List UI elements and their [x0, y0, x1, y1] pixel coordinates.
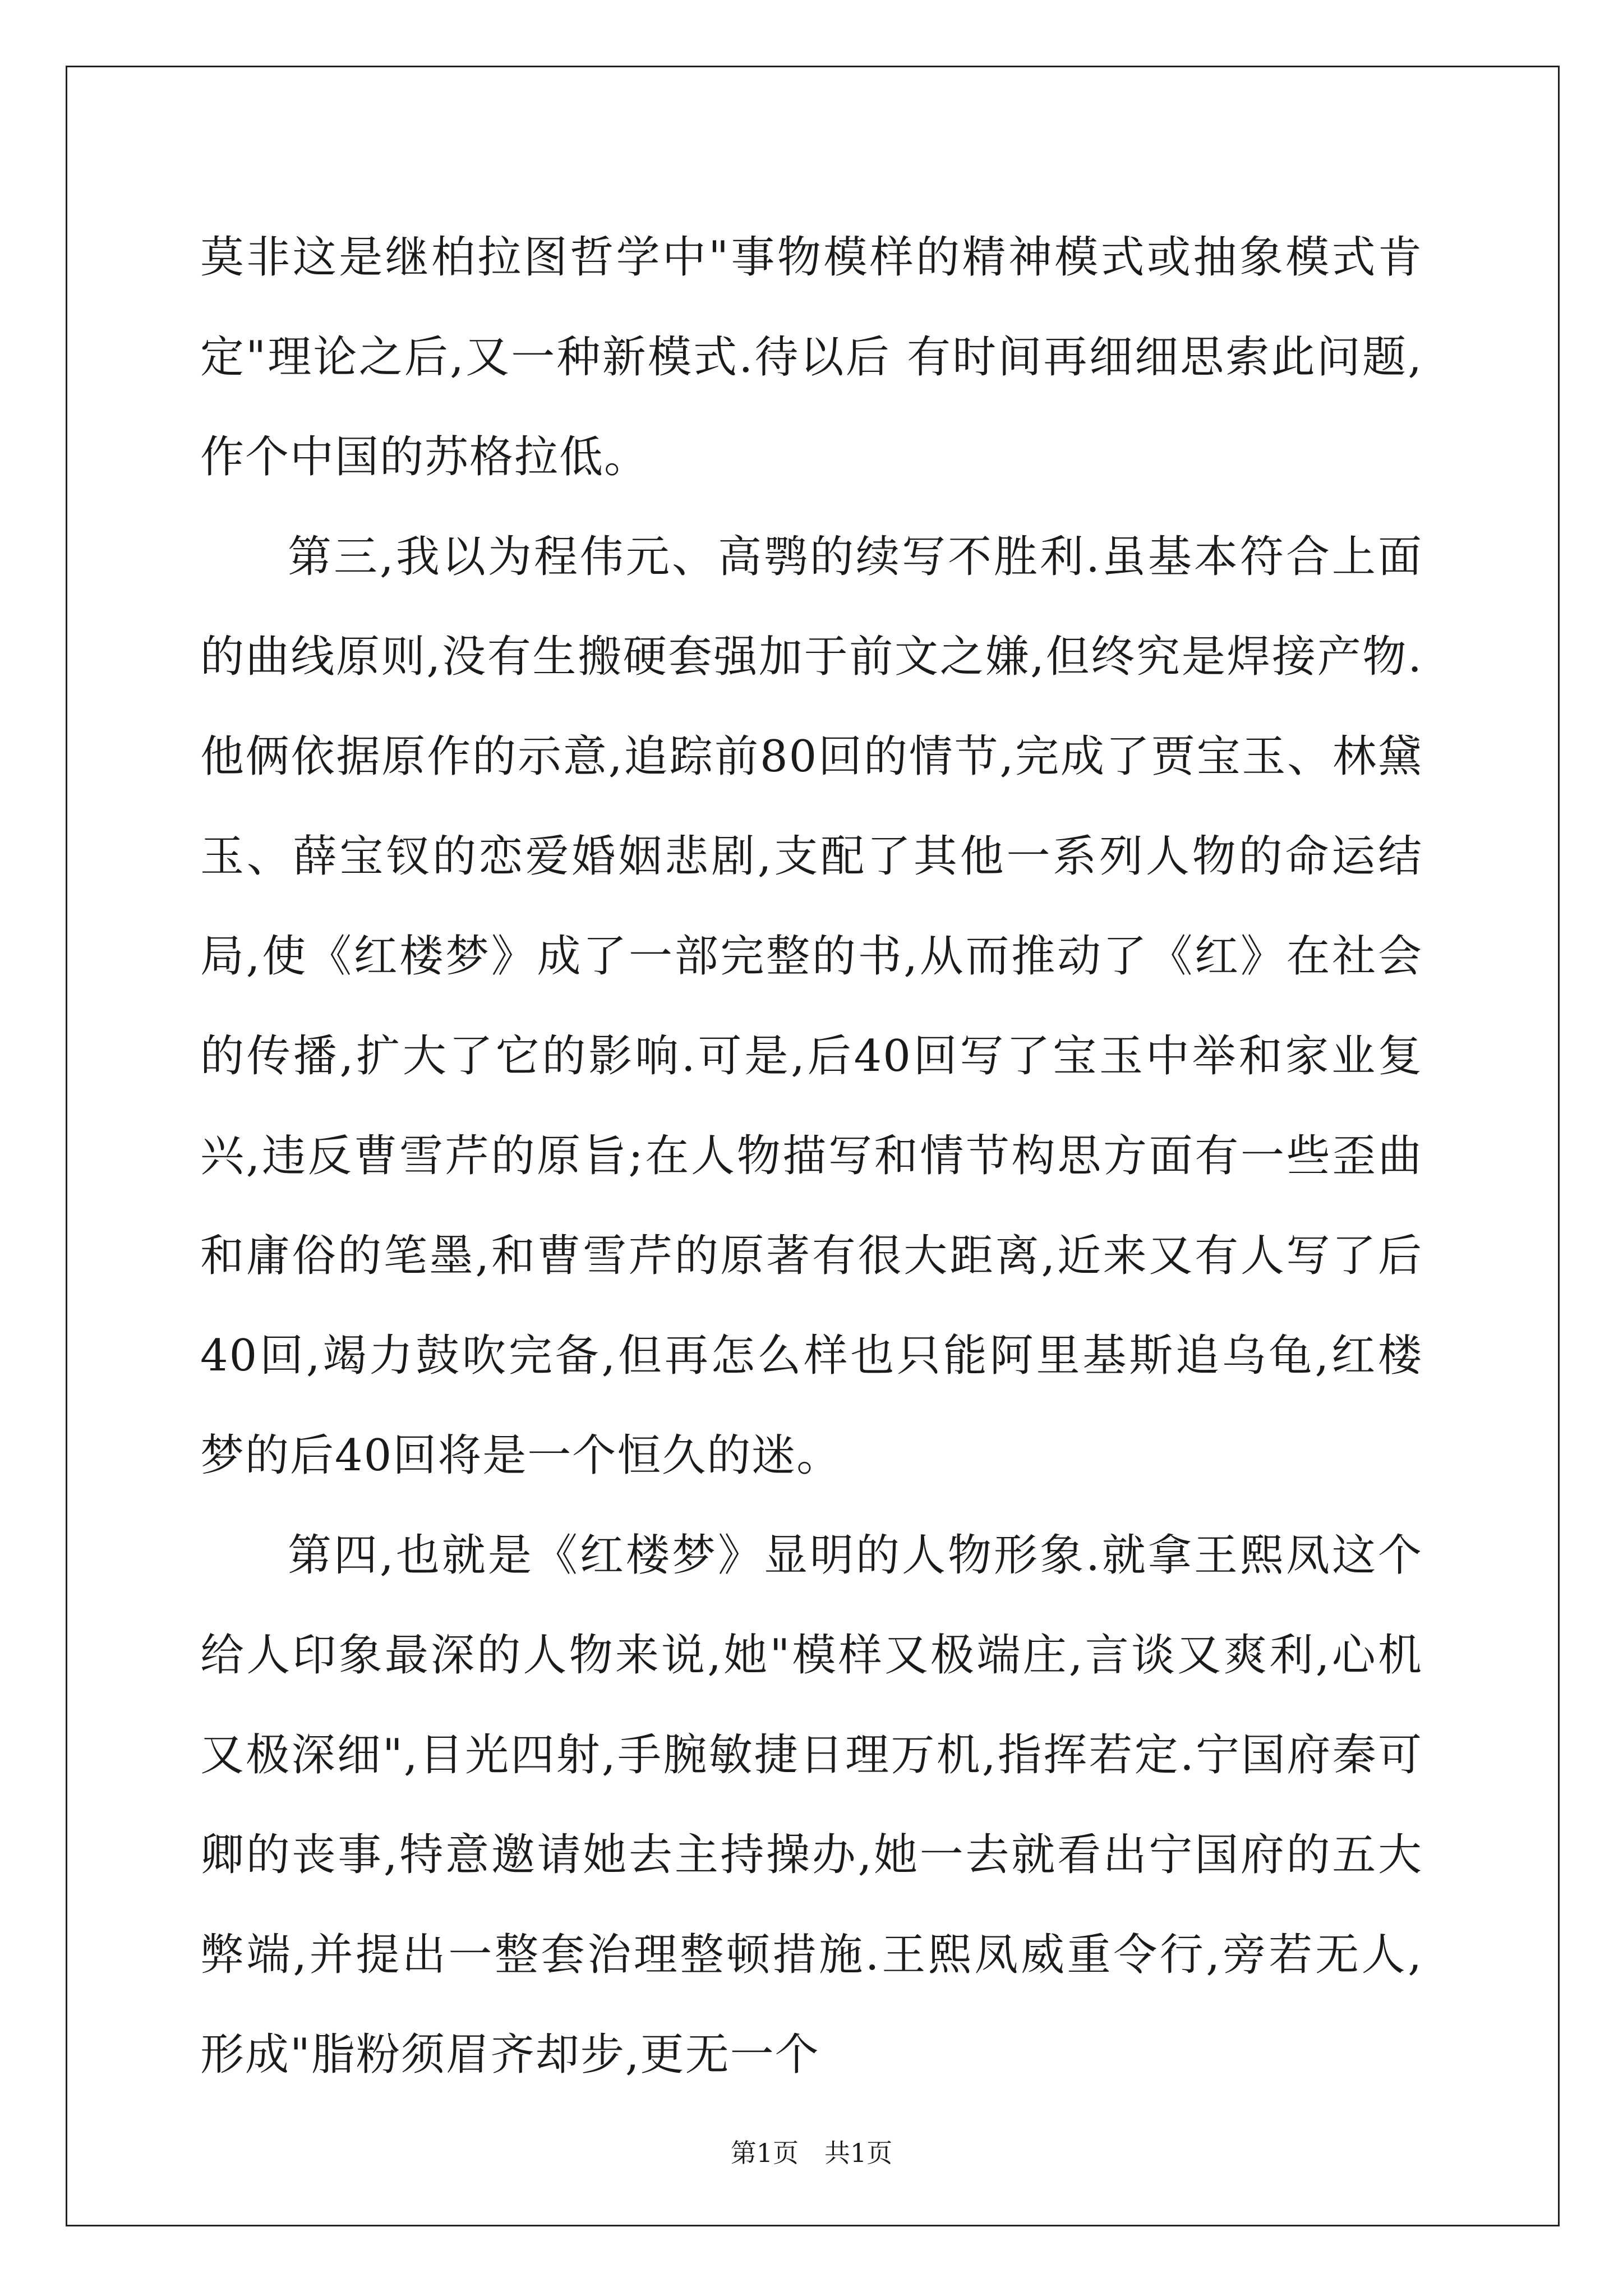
document-body [200, 208, 1423, 2105]
paragraph-2: 第三,我以为程伟元、高鹗的续写不胜利.虽基本符合上面的曲线原则,没有生搬硬套强加于前文之嫌,但终究是焊接产物.他俩依据原作的示意,追踪前80回的情节,完成了贾宝玉、林黛玉、薛宝钗的恋爱婚姻悲剧,支配了其他一系列人物的命运结局,使《红楼梦》成了一部完整的书,从而推动了《红》在社会的传播,扩大了它的影响.可是,后40回写了宝玉中举和家业复兴,违反曹雪芹的原旨;在人物描写和情节构思方面有一些歪曲和庸俗的笔墨,和曹雪芹的原著有很大距离,近来又有人写了后40回,竭力鼓吹完备,但再怎么样也只能阿里基斯追乌龟,红楼梦的后40回将是一个恒久的迷。 [200, 532, 1423, 1481]
paragraph-3: 第四,也就是《红楼梦》显明的人物形象.就拿王熙凤这个给人印象最深的人物来说,她"模样又极端庄,言谈又爽利,心机又极深细",目光四射,手腕敏捷日理万机,指挥若定.宁国府秦可卿的丧事,特意邀请她去主持操办,她一去就看出宁国府的五大弊端,并提出一整套治理整顿措施.王熙凤威重令行,旁若无人,形成"脂粉须眉齐却步,更无一个 [200, 1530, 1423, 2080]
paragraph-1: 莫非这是继柏拉图哲学中"事物模样的精神模式或抽象模式肯定"理论之后,又一种新模式.待以后 有时间再细细思索此问题,作个中国的苏格拉低。 [200, 232, 1423, 482]
page-number-footer: 第1页 共1页 [730, 2138, 893, 2168]
